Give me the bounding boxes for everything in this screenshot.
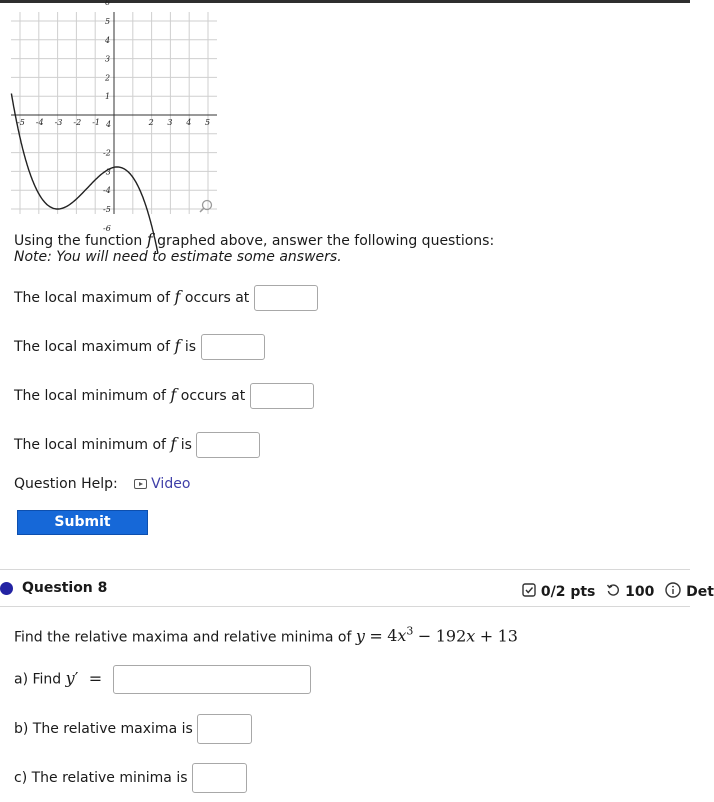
x-tick-label: -3 bbox=[54, 118, 63, 127]
f-variable: f bbox=[170, 385, 177, 404]
question-help-label: Question Help: bbox=[14, 476, 118, 492]
prime-symbol: ′ bbox=[74, 668, 79, 688]
info-icon[interactable] bbox=[665, 582, 681, 602]
q7-row-max-val bbox=[14, 334, 265, 360]
part-b-label: b) The relative maxima is bbox=[14, 721, 193, 737]
eq-y: y bbox=[355, 626, 365, 646]
eq-exponent: 3 bbox=[406, 625, 414, 638]
local-min-value-input[interactable] bbox=[196, 432, 260, 458]
y-tick-label: -3 bbox=[103, 167, 111, 177]
q7-label-min-val: The local minimum of bbox=[14, 437, 166, 453]
part-c-label: c) The relative minima is bbox=[14, 770, 188, 786]
q7-intro bbox=[14, 230, 494, 249]
y-tick-label: 6 bbox=[105, 0, 111, 8]
local-max-location-input[interactable] bbox=[254, 285, 318, 311]
q7-note: Note: You will need to estimate some answers. bbox=[14, 249, 342, 265]
points-label: 0/2 pts bbox=[540, 584, 596, 600]
submit-question-button[interactable]: Submit Question bbox=[17, 510, 148, 535]
eq-plus: + bbox=[479, 626, 494, 646]
q7-label-min-x-2: occurs at bbox=[180, 388, 246, 404]
question-status-bar bbox=[522, 582, 714, 602]
y-tick-label: 3 bbox=[105, 54, 111, 64]
q8-part-a bbox=[14, 665, 311, 694]
function-graph bbox=[11, 0, 217, 233]
details-link[interactable]: Det bbox=[686, 584, 714, 600]
local-max-value-input[interactable] bbox=[201, 334, 265, 360]
q7-label-max-x-2: occurs at bbox=[184, 290, 250, 306]
f-variable: f bbox=[174, 336, 181, 355]
y-tick-label: 4 bbox=[105, 35, 111, 45]
y-tick-label: 1 bbox=[105, 92, 111, 102]
x-tick-label: 5 bbox=[205, 118, 211, 127]
derivative-input[interactable] bbox=[113, 665, 311, 694]
graph-svg bbox=[11, 0, 217, 233]
q7-label-max-val: The local maximum of bbox=[14, 339, 171, 355]
q7-row-max-x bbox=[14, 285, 318, 311]
q8-prompt-text: Find the relative maxima and relative minima of bbox=[14, 629, 352, 646]
attempts-label: 100 bbox=[625, 584, 655, 600]
x-tick-label: -2 bbox=[73, 118, 82, 127]
y-tick-label: -4 bbox=[103, 186, 111, 196]
question-status-dot bbox=[0, 582, 13, 595]
question-8-title: Question 8 bbox=[22, 580, 108, 596]
x-tick-label: 3 bbox=[167, 118, 173, 127]
q7-label-min-val-2: is bbox=[180, 437, 192, 453]
q7-row-min-val bbox=[14, 432, 260, 458]
q7-row-min-x bbox=[14, 383, 314, 409]
part-a-label: a) Find bbox=[14, 671, 62, 688]
relative-maxima-input[interactable] bbox=[197, 714, 252, 744]
y-tick-label: 2 bbox=[105, 73, 111, 83]
checkbox-score-icon bbox=[522, 583, 536, 601]
relative-minima-input[interactable] bbox=[192, 763, 247, 793]
q7-label-min-x: The local minimum of bbox=[14, 388, 166, 404]
derivative-y: y bbox=[65, 668, 75, 688]
q7-label-max-x: The local maximum of bbox=[14, 290, 171, 306]
eq-minus: − bbox=[417, 626, 432, 646]
y-tick-label: -6 bbox=[103, 223, 111, 233]
divider bbox=[0, 569, 690, 570]
eq-coef-2: 192 bbox=[435, 626, 467, 646]
retry-icon bbox=[606, 583, 620, 601]
q8-part-c bbox=[14, 763, 247, 793]
divider bbox=[0, 606, 690, 607]
eq-equals: = bbox=[369, 626, 383, 646]
q8-prompt bbox=[14, 625, 518, 645]
f-variable: f bbox=[174, 287, 181, 306]
video-icon[interactable] bbox=[134, 479, 147, 489]
f-variable: f bbox=[170, 434, 177, 453]
x-tick-label: -4 bbox=[35, 118, 44, 127]
equation-term-1 bbox=[387, 626, 413, 645]
video-link[interactable]: Video bbox=[151, 476, 191, 492]
eq-x: x bbox=[397, 626, 407, 646]
origin-label: 4 bbox=[106, 120, 112, 129]
x-tick-label: -5 bbox=[17, 118, 25, 127]
question-help bbox=[14, 476, 190, 492]
y-tick-label: -5 bbox=[103, 205, 111, 214]
x-tick-label: -1 bbox=[92, 118, 100, 127]
eq-equals: = bbox=[88, 668, 103, 688]
f-variable: f bbox=[146, 230, 153, 249]
q7-intro-text-2: graphed above, answer the following questions: bbox=[157, 233, 495, 249]
eq-x: x bbox=[466, 626, 476, 646]
q7-intro-text: Using the function bbox=[14, 233, 143, 249]
local-min-location-input[interactable] bbox=[250, 383, 314, 409]
q8-part-b bbox=[14, 714, 252, 744]
eq-constant: 13 bbox=[497, 626, 518, 646]
x-tick-label: 2 bbox=[148, 118, 154, 127]
magnifier-icon bbox=[203, 201, 212, 210]
x-tick-label: 4 bbox=[186, 118, 192, 127]
equation-term-2 bbox=[436, 626, 476, 645]
y-tick-label: -2 bbox=[103, 148, 111, 158]
q7-label-max-val-2: is bbox=[184, 339, 197, 355]
eq-coef-1: 4 bbox=[387, 626, 398, 646]
top-bar bbox=[0, 0, 690, 3]
y-tick-label: 5 bbox=[105, 17, 111, 26]
